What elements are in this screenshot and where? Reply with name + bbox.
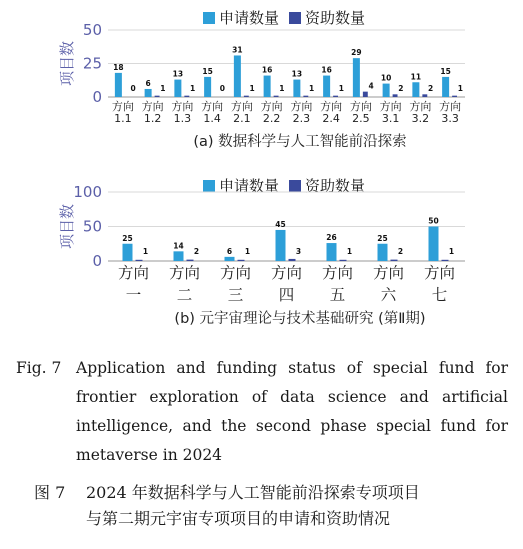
x-tick-label: 3.3 xyxy=(441,112,459,125)
bar-apply xyxy=(353,58,360,97)
x-tick-label: 1.2 xyxy=(143,112,162,125)
x-tick-label: 方向 xyxy=(270,264,303,282)
data-label-apply: 50 xyxy=(428,216,439,226)
legend-swatch-fund xyxy=(289,180,301,192)
bar-apply xyxy=(442,77,449,97)
x-tick-label: 方向 xyxy=(321,264,354,282)
data-label-apply: 13 xyxy=(291,69,303,79)
data-label-fund: 0 xyxy=(219,84,225,93)
bar-fund xyxy=(452,96,457,97)
x-tick-label: 六 xyxy=(380,286,397,304)
bar-apply xyxy=(276,230,286,261)
figure-caption-zh-label: 图 7 xyxy=(34,483,66,502)
chart-subcaption: (b) 元宇宙理论与技术基础研究 (第Ⅱ期) xyxy=(174,311,426,327)
y-tick-label: 50 xyxy=(82,217,102,236)
data-label-fund: 2 xyxy=(427,84,434,93)
bar-fund xyxy=(136,260,143,261)
y-tick-label: 0 xyxy=(92,88,102,106)
data-label-apply: 16 xyxy=(261,65,273,75)
data-label-apply: 6 xyxy=(226,246,233,256)
data-label-apply: 25 xyxy=(377,233,388,243)
bar-apply xyxy=(264,76,271,97)
x-tick-label: 方向 xyxy=(290,100,313,113)
bar-fund xyxy=(340,260,347,261)
x-tick-label: 三 xyxy=(227,286,244,304)
bar-fund xyxy=(391,260,398,261)
bar-apply xyxy=(174,251,184,261)
data-label-fund: 1 xyxy=(142,247,149,256)
bar-apply xyxy=(225,257,235,261)
data-label-apply: 11 xyxy=(410,72,422,82)
data-label-fund: 1 xyxy=(244,247,251,256)
bar-fund xyxy=(184,96,189,97)
legend-label-fund: 资助数量 xyxy=(305,9,366,27)
bar-fund xyxy=(422,94,427,97)
data-label-apply: 14 xyxy=(173,241,184,251)
bar-apply xyxy=(145,89,152,97)
data-label-fund: 2 xyxy=(398,84,404,93)
bar-apply xyxy=(293,80,300,97)
y-tick-label: 0 xyxy=(92,252,102,270)
data-label-fund: 4 xyxy=(368,81,374,91)
bar-fund xyxy=(238,260,245,261)
bar-fund xyxy=(393,94,398,97)
x-tick-label: 方向 xyxy=(219,264,252,282)
bar-apply xyxy=(327,243,337,261)
data-label-apply: 16 xyxy=(321,65,332,75)
chart-subcaption: (a) 数据科学与人工智能前沿探索 xyxy=(193,134,407,150)
data-label-apply: 13 xyxy=(172,69,184,79)
data-label-apply: 15 xyxy=(202,66,213,76)
data-label-apply: 18 xyxy=(113,62,124,72)
data-label-apply: 25 xyxy=(122,233,133,243)
bar-fund xyxy=(274,96,279,97)
data-label-apply: 10 xyxy=(380,73,392,83)
data-label-fund: 0 xyxy=(130,84,136,93)
bar-apply xyxy=(429,227,439,262)
x-tick-label: 方向 xyxy=(201,100,224,113)
x-tick-label: 方向 xyxy=(349,100,372,113)
figure-caption-zh-line1: 2024 年数据科学与人工智能前沿探索专项项目 xyxy=(86,483,420,502)
x-tick-label: 1.3 xyxy=(173,112,192,125)
data-label-fund: 1 xyxy=(249,84,255,93)
data-label-apply: 26 xyxy=(326,233,337,243)
x-tick-label: 方向 xyxy=(111,100,134,113)
x-tick-label: 方向 xyxy=(117,264,150,282)
bar-fund xyxy=(155,96,160,97)
bar-fund xyxy=(244,96,249,97)
data-label-fund: 1 xyxy=(448,247,455,256)
y-tick-label: 100 xyxy=(73,183,102,201)
bar-apply xyxy=(323,76,330,97)
data-label-apply: 15 xyxy=(440,66,451,76)
legend-swatch-apply xyxy=(203,180,215,192)
bar-apply xyxy=(383,84,390,97)
chart-a xyxy=(0,0,523,170)
bar-fund xyxy=(187,260,194,261)
bar-fund xyxy=(442,260,449,261)
data-label-fund: 1 xyxy=(279,84,285,93)
bar-fund xyxy=(363,92,368,97)
bar-apply xyxy=(174,80,181,97)
x-tick-label: 方向 xyxy=(320,100,343,113)
x-tick-label: 方向 xyxy=(141,100,164,113)
data-label-fund: 2 xyxy=(397,247,404,256)
x-tick-label: 2.4 xyxy=(322,112,340,125)
bar-apply xyxy=(123,244,133,261)
bar-apply xyxy=(234,55,241,97)
x-tick-label: 2.1 xyxy=(233,112,251,125)
data-label-apply: 6 xyxy=(145,78,151,88)
x-tick-label: 方向 xyxy=(260,100,283,113)
bar-fund xyxy=(333,96,338,97)
data-label-apply: 31 xyxy=(232,45,243,55)
bar-apply xyxy=(412,82,419,97)
legend-label-apply: 申请数量 xyxy=(219,177,280,195)
data-label-fund: 1 xyxy=(338,84,344,93)
x-tick-label: 一 xyxy=(125,286,142,304)
y-axis-label: 项目数 xyxy=(58,40,76,87)
bar-apply xyxy=(378,244,388,261)
x-tick-label: 二 xyxy=(176,286,193,304)
x-tick-label: 方向 xyxy=(379,100,402,113)
x-tick-label: 方向 xyxy=(171,100,194,113)
x-tick-label: 2.2 xyxy=(262,112,281,125)
bar-fund xyxy=(289,259,296,261)
data-label-fund: 1 xyxy=(160,84,166,93)
legend-label-fund: 资助数量 xyxy=(305,177,366,195)
y-tick-label: 25 xyxy=(82,54,102,73)
data-label-fund: 2 xyxy=(193,247,200,256)
x-tick-label: 方向 xyxy=(372,264,405,282)
data-label-apply: 45 xyxy=(275,219,286,229)
x-tick-label: 四 xyxy=(278,286,295,304)
x-tick-label: 方向 xyxy=(439,100,462,113)
bar-apply xyxy=(115,73,122,97)
bar-fund xyxy=(303,96,308,97)
legend-swatch-fund xyxy=(289,12,301,24)
x-tick-label: 2.5 xyxy=(352,112,370,125)
data-label-fund: 1 xyxy=(308,84,315,93)
legend-swatch-apply xyxy=(203,12,215,24)
data-label-apply: 29 xyxy=(351,48,362,58)
data-label-fund: 3 xyxy=(295,247,302,256)
chart-b xyxy=(0,172,523,342)
legend-label-apply: 申请数量 xyxy=(219,9,280,27)
data-label-fund: 1 xyxy=(189,84,196,93)
figure-caption-en-text: Application and funding status of special fund for frontier exploration of data science and artificial intelligence, and the second phase special fund for metaverse in 2024 xyxy=(76,359,508,464)
figure-caption-zh xyxy=(34,480,504,532)
x-tick-label: 2.3 xyxy=(292,112,311,125)
y-axis-label: 项目数 xyxy=(58,203,76,250)
x-tick-label: 3.1 xyxy=(381,112,400,125)
x-tick-label: 方向 xyxy=(168,264,201,282)
x-tick-label: 方向 xyxy=(409,100,432,113)
x-tick-label: 七 xyxy=(431,286,448,304)
x-tick-label: 1.4 xyxy=(203,112,221,125)
bar-apply xyxy=(204,77,211,97)
x-tick-label: 3.2 xyxy=(411,112,430,125)
x-tick-label: 1.1 xyxy=(114,112,132,125)
data-label-fund: 1 xyxy=(457,84,463,93)
figure-caption-zh-line2: 与第二期元宇宙专项项目的申请和资助情况 xyxy=(86,509,391,528)
y-tick-label: 50 xyxy=(82,21,102,39)
figure-caption-en-label: Fig. 7 xyxy=(16,359,62,377)
x-tick-label: 五 xyxy=(329,286,346,304)
x-tick-label: 方向 xyxy=(230,100,253,113)
x-tick-label: 方向 xyxy=(423,264,456,282)
data-label-fund: 1 xyxy=(346,247,353,256)
